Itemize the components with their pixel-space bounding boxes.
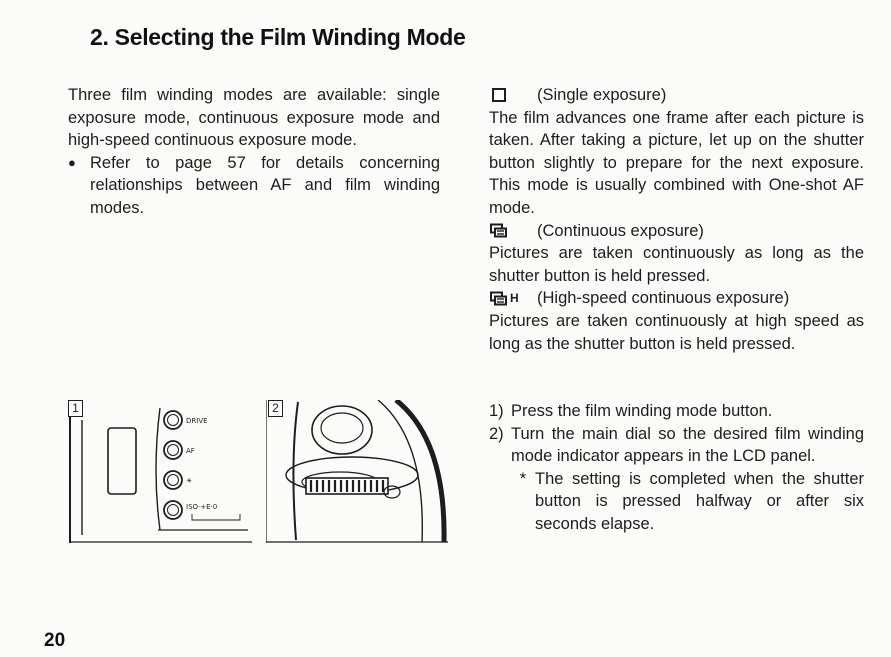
step-number: 2) xyxy=(489,424,504,443)
continuous-frames-icon xyxy=(489,223,509,239)
page-number: 20 xyxy=(44,630,66,651)
steps-list xyxy=(489,400,864,536)
af-label: AF xyxy=(186,447,195,455)
intro-paragraph: Three film winding modes are available: single exposure mode, continuous exposure mode and high-speed continuous exposure mode. xyxy=(68,86,440,150)
mode-heading-single xyxy=(489,84,864,107)
bullet-text: Refer to page 57 for details concerning relationships between AF and film winding modes. xyxy=(90,153,440,217)
right-column xyxy=(489,84,864,355)
mode-heading-high-speed xyxy=(489,287,864,310)
note-asterisk: * xyxy=(519,469,527,488)
main-dial-illustration xyxy=(266,400,448,543)
mode-heading-continuous xyxy=(489,220,864,243)
left-column xyxy=(68,84,440,220)
mode-name: (High-speed continuous exposure) xyxy=(537,289,790,308)
iso-label: ISO·+E·0 xyxy=(186,503,218,511)
illumination-label: ☀ xyxy=(186,477,193,485)
figure-2 xyxy=(266,400,448,543)
drive-button-graphic xyxy=(164,411,182,429)
step-number: 1) xyxy=(489,402,504,420)
bullet-icon: ● xyxy=(68,154,76,170)
bullet-item xyxy=(68,152,440,220)
mode-name: (Continuous exposure) xyxy=(537,221,704,240)
high-speed-suffix: H xyxy=(510,291,519,306)
mode-description: Pictures are taken continuously as long as the shutter button is held pressed. xyxy=(489,244,864,285)
mode-description: Pictures are taken continuously at high speed as long as the shutter button is held pressed. xyxy=(489,311,864,353)
note-item xyxy=(489,468,864,536)
page-title: 2. Selecting the Film Winding Mode xyxy=(90,24,466,50)
step-item xyxy=(489,423,864,468)
single-frame-icon xyxy=(492,88,506,102)
step-text: Turn the main dial so the desired film winding mode indicator appears in the LCD panel. xyxy=(511,424,864,466)
figure-1 xyxy=(68,400,252,543)
high-speed-continuous-icon xyxy=(489,291,509,307)
mode-name: (Single exposure) xyxy=(537,86,667,104)
step-item xyxy=(489,400,864,423)
drive-label: DRIVE xyxy=(186,417,208,425)
step-text: Press the film winding mode button. xyxy=(511,402,773,420)
figure-label: 2 xyxy=(268,400,283,417)
camera-buttons-illustration xyxy=(68,400,252,543)
mode-description: The film advances one frame after each picture is taken. After taking a picture, let up on the shutter button slightly to prepare for the next exposure. This mode is usually combined with One-shot AF mode. xyxy=(489,108,864,217)
figure-label: 1 xyxy=(68,400,83,417)
note-text: The setting is completed when the shutter button is pressed halfway or after six seconds elapse. xyxy=(535,469,864,533)
